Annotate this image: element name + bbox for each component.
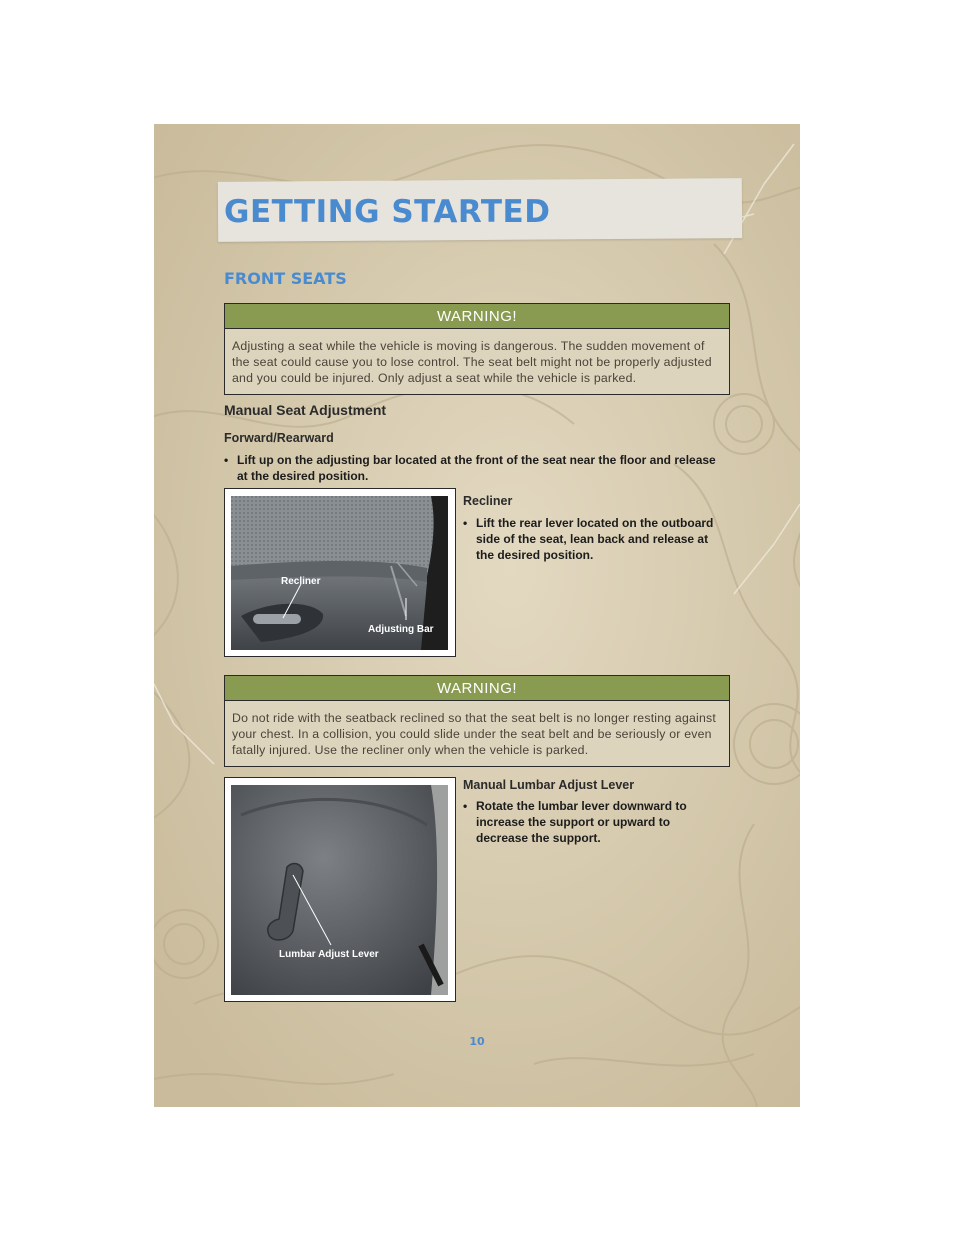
bullet-dot: •: [463, 516, 468, 530]
lumbar-bullet: [463, 798, 725, 846]
forward-rearward-bullet: [224, 452, 720, 484]
lumbar-photo-frame: [224, 777, 456, 1002]
warning-heading: WARNING!: [225, 676, 729, 701]
manual-seat-adjustment-heading: Manual Seat Adjustment: [224, 402, 387, 418]
warning-text: Do not ride with the seatback reclined so that the seat belt is no longer resting against your chest. In a collision, you could slide under the seat belt and be seriously or even fatally injured. Use the recliner only when the vehicle is parked.: [232, 711, 716, 757]
warning-heading: WARNING!: [225, 304, 729, 329]
lumbar-lever-photo: [231, 785, 448, 995]
manual-page: [154, 124, 800, 1107]
bullet-dot: •: [463, 799, 468, 813]
bullet-dot: •: [224, 453, 229, 467]
recliner-bullet: [463, 515, 725, 563]
warning-box-recline: [224, 675, 730, 767]
callout-recliner: Recliner: [281, 576, 321, 587]
page-title: GETTING STARTED: [224, 194, 551, 230]
warning-text: Adjusting a seat while the vehicle is moving is dangerous. The sudden movement of the seat could cause you to lose control. The seat belt might not be properly adjusted and you could be injured. Only adjust a seat while the vehicle is parked.: [232, 339, 712, 385]
page-number: 10: [469, 1035, 485, 1048]
bullet-text: Lift the rear lever located on the outboard side of the seat, lean back and release at the desired position.: [476, 516, 714, 562]
bullet-text: Lift up on the adjusting bar located at the front of the seat near the floor and release at the desired position.: [237, 453, 716, 483]
seat-controls-photo-frame: [224, 488, 456, 657]
warning-box-seat-adjust: [224, 303, 730, 395]
recliner-heading: Recliner: [463, 494, 513, 508]
callout-adjusting-bar: Adjusting Bar: [368, 624, 434, 635]
bullet-text: Rotate the lumbar lever downward to increase the support or upward to decrease the support.: [476, 799, 687, 845]
section-title: FRONT SEATS: [224, 269, 347, 288]
callout-lumbar-adjust-lever: Lumbar Adjust Lever: [279, 949, 379, 960]
seat-controls-photo: [231, 496, 448, 650]
forward-rearward-heading: Forward/Rearward: [224, 431, 334, 445]
lumbar-heading: Manual Lumbar Adjust Lever: [463, 778, 635, 792]
